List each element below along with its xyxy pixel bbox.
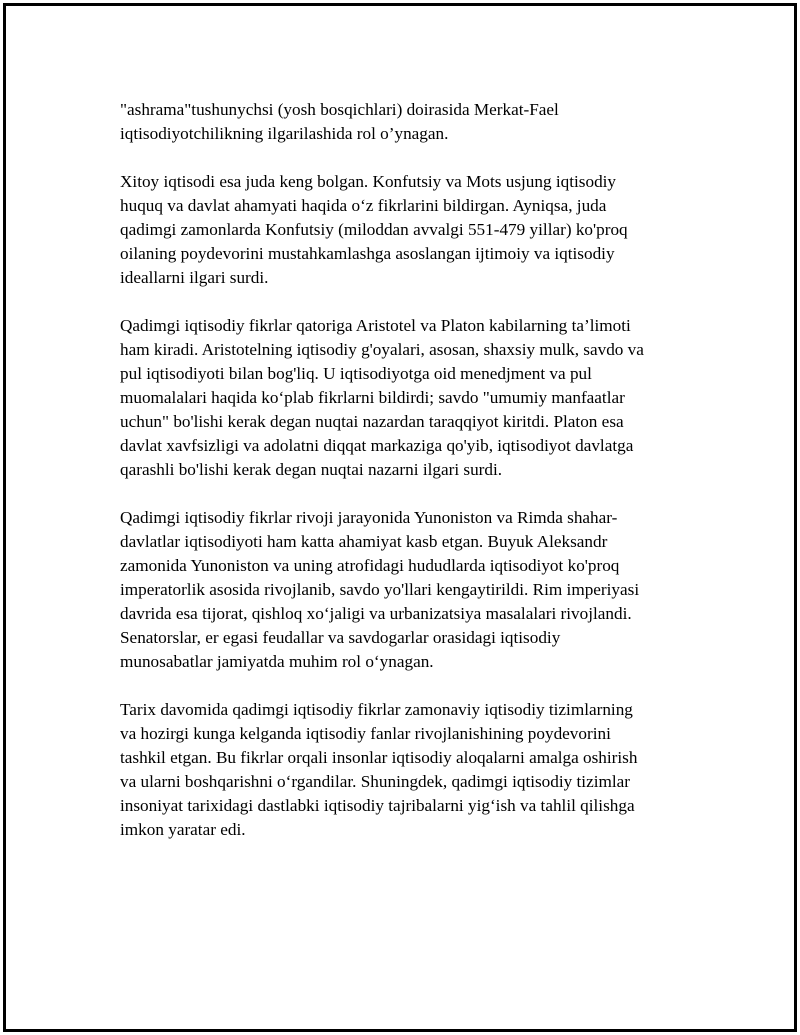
text-line: huquq va davlat ahamyati haqida oʻz fikrlarini bildirgan. Ayniqsa, juda <box>120 196 607 215</box>
text-line: imperatorlik asosida rivojlanib, savdo yo'llari kengaytirildi. Rim imperiyasi <box>120 580 640 599</box>
text-line: tashkil etgan. Bu fikrlar orqali insonlar iqtisodiy aloqalarni amalga oshirish <box>120 748 638 767</box>
page-frame <box>3 3 797 1032</box>
text-line: Xitoy iqtisodi esa juda keng bolgan. Konfutsiy va Mots usjung iqtisodiy <box>120 172 617 191</box>
text-line: va ularni boshqarishni oʻrgandilar. Shuningdek, qadimgi iqtisodiy tizimlar <box>120 772 630 791</box>
paragraph-5 <box>120 698 680 842</box>
document-body <box>120 98 680 866</box>
text-line: va hozirgi kunga kelganda iqtisodiy fanlar rivojlanishining poydevorini <box>120 724 611 743</box>
text-line: davlat xavfsizligi va adolatni diqqat markaziga qo'yib, iqtisodiyot davlatga <box>120 436 634 455</box>
paragraph-3 <box>120 314 680 482</box>
text-line: davrida esa tijorat, qishloq xoʻjaligi va urbanizatsiya masalalari rivojlandi. <box>120 604 632 623</box>
text-line: qarashli bo'lishi kerak degan nuqtai nazarni ilgari surdi. <box>120 460 503 479</box>
text-line: muomalalari haqida koʻplab fikrlarni bildirdi; savdo "umumiy manfaatlar <box>120 388 625 407</box>
text-line: uchun" bo'lishi kerak degan nuqtai nazardan taraqqiyot kiritdi. Platon esa <box>120 412 624 431</box>
paragraph-2 <box>120 170 680 290</box>
text-line: "ashrama"tushunychsi (yosh bosqichlari) doirasida Merkat-Fael <box>120 100 559 119</box>
text-line: ham kiradi. Aristotelning iqtisodiy g'oyalari, asosan, shaxsiy mulk, savdo va <box>120 340 644 359</box>
text-line: iqtisodiyotchilikning ilgarilashida rol o’ynagan. <box>120 124 449 143</box>
text-line: Qadimgi iqtisodiy fikrlar rivoji jarayonida Yunoniston va Rimda shahar- <box>120 508 618 527</box>
text-line: Senatorslar, er egasi feudallar va savdogarlar orasidagi iqtisodiy <box>120 628 561 647</box>
text-line: insoniyat tarixidagi dastlabki iqtisodiy tajribalarni yigʻish va tahlil qilishga <box>120 796 635 815</box>
paragraph-1 <box>120 98 680 146</box>
paragraph-4 <box>120 506 680 674</box>
text-line: Qadimgi iqtisodiy fikrlar qatoriga Aristotel va Platon kabilarning ta’limoti <box>120 316 631 335</box>
text-line: pul iqtisodiyoti bilan bog'liq. U iqtisodiyotga oid menedjment va pul <box>120 364 592 383</box>
text-line: ideallarni ilgari surdi. <box>120 268 269 287</box>
text-line: davlatlar iqtisodiyoti ham katta ahamiyat kasb etgan. Buyuk Aleksandr <box>120 532 608 551</box>
text-line: oilaning poydevorini mustahkamlashga asoslangan ijtimoiy va iqtisodiy <box>120 244 615 263</box>
text-line: zamonida Yunoniston va uning atrofidagi hududlarda iqtisodiyot ko'proq <box>120 556 620 575</box>
text-line: Tarix davomida qadimgi iqtisodiy fikrlar zamonaviy iqtisodiy tizimlarning <box>120 700 633 719</box>
text-line: munosabatlar jamiyatda muhim rol oʻynagan. <box>120 652 434 671</box>
text-line: imkon yaratar edi. <box>120 820 246 839</box>
text-line: qadimgi zamonlarda Konfutsiy (miloddan avvalgi 551-479 yillar) ko'proq <box>120 220 628 239</box>
